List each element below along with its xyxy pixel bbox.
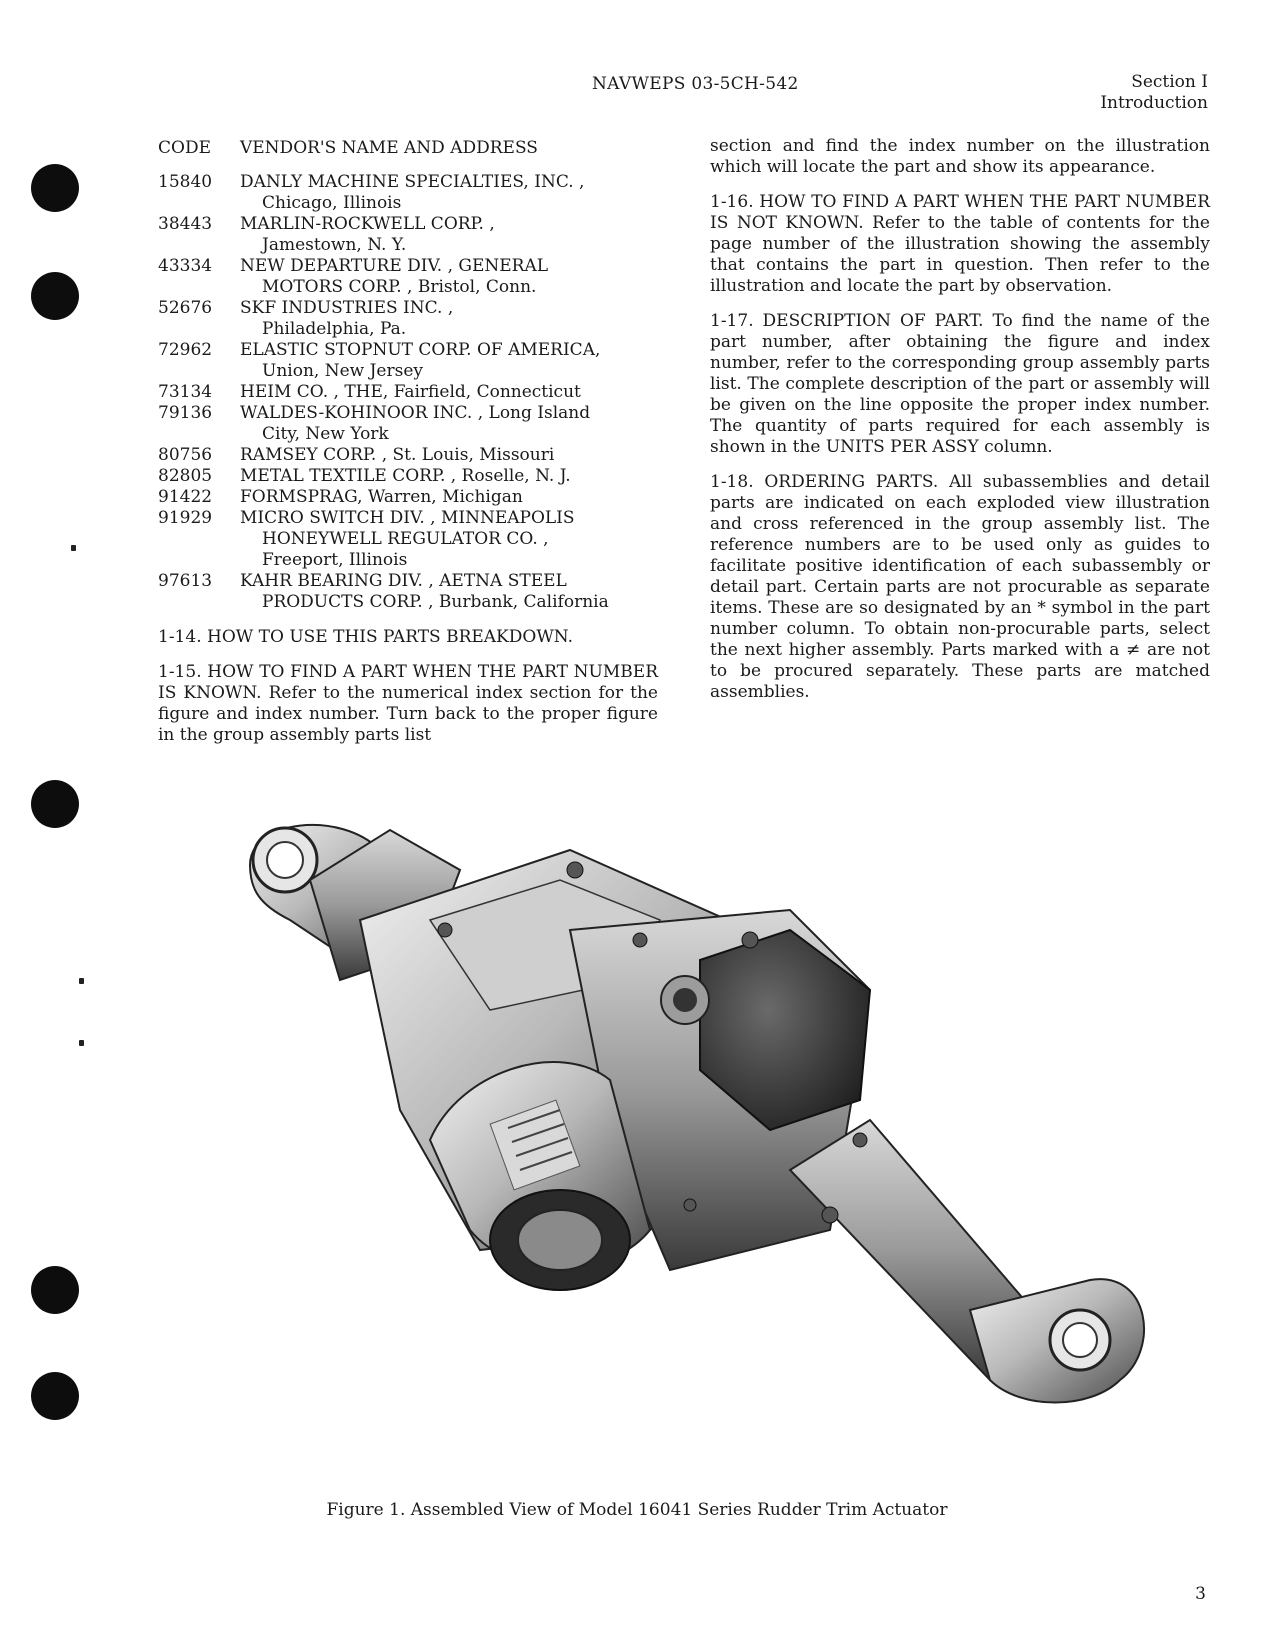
vendor-name: FORMSPRAG, Warren, Michigan [240, 487, 523, 507]
punch-hole-4 [31, 1266, 79, 1314]
vendor-code: 38443 [158, 214, 213, 234]
paragraph-1-15: 1-15. HOW TO FIND A PART WHEN THE PART NUMBER IS KNOWN. Refer to the numerical index section for the figure and index number. Turn back to the proper figure in the group assembly parts list [158, 662, 658, 745]
vendor-name: MARLIN-ROCKWELL CORP. , [240, 214, 495, 234]
vendor-address: PRODUCTS CORP. , Burbank, California [262, 592, 609, 612]
vendor-name: ELASTIC STOPNUT CORP. OF AMERICA, [240, 340, 601, 360]
vendor-address: MOTORS CORP. , Bristol, Conn. [262, 277, 537, 297]
vendor-code: 91422 [158, 487, 213, 507]
vendor-row [158, 298, 658, 340]
vendor-name: DANLY MACHINE SPECIALTIES, INC. , [240, 172, 585, 192]
vendor-row [158, 382, 658, 403]
vendor-row [158, 256, 658, 298]
vendor-address: HONEYWELL REGULATOR CO. , [262, 529, 549, 549]
vendor-column-header: VENDOR'S NAME AND ADDRESS [240, 138, 538, 158]
figure-caption: Figure 1. Assembled View of Model 16041 Series Rudder Trim Actuator [326, 1500, 948, 1520]
paragraph-1-15-continued: section and find the index number on the illustration which will locate the part and show its appearance. [710, 136, 1210, 177]
vendor-code: 91929 [158, 508, 213, 528]
section-header [1100, 72, 1208, 114]
vendor-name: SKF INDUSTRIES INC. , [240, 298, 454, 318]
code-column-header: CODE [158, 138, 211, 158]
vendor-address: Chicago, Illinois [262, 193, 402, 213]
vendor-row [158, 172, 658, 214]
section-label: Section I [1131, 72, 1208, 92]
vendor-name: HEIM CO. , THE, Fairfield, Connecticut [240, 382, 581, 402]
vendor-name: NEW DEPARTURE DIV. , GENERAL [240, 256, 549, 276]
vendor-row [158, 571, 658, 613]
punch-hole-2 [31, 272, 79, 320]
vendor-name: METAL TEXTILE CORP. , Roselle, N. J. [240, 466, 571, 486]
left-column [158, 138, 658, 760]
right-column [710, 136, 1210, 717]
vendor-table-header [158, 138, 658, 158]
vendor-row [158, 340, 658, 382]
punch-hole-1 [31, 164, 79, 212]
vendor-name: KAHR BEARING DIV. , AETNA STEEL [240, 571, 567, 591]
vendor-address: Union, New Jersey [262, 361, 423, 381]
vendor-address: Freeport, Illinois [262, 550, 408, 570]
vendor-code: 15840 [158, 172, 213, 192]
margin-speck [79, 978, 84, 984]
margin-speck [71, 545, 76, 551]
actuator-illustration [230, 810, 1170, 1450]
document-number: NAVWEPS 03-5CH-542 [592, 74, 799, 94]
vendor-row [158, 508, 658, 571]
vendor-code: 82805 [158, 466, 213, 486]
vendor-row [158, 466, 658, 487]
punch-hole-3 [31, 780, 79, 828]
section-title: Introduction [1100, 93, 1208, 113]
paragraph-1-14: 1-14. HOW TO USE THIS PARTS BREAKDOWN. [158, 627, 573, 647]
vendor-code: 97613 [158, 571, 213, 591]
vendor-row [158, 445, 658, 466]
vendor-address: City, New York [262, 424, 389, 444]
vendor-code: 52676 [158, 298, 213, 318]
punch-hole-5 [31, 1372, 79, 1420]
vendor-name: RAMSEY CORP. , St. Louis, Missouri [240, 445, 555, 465]
paragraph-1-17: 1-17. DESCRIPTION OF PART. To find the name of the part number, after obtaining the figure and index number, refer to the corresponding group assembly parts list. The complete description of the part or assembly will be given on the line opposite the proper index number. The quantity of parts required for each assembly is shown in the UNITS PER ASSY column. [710, 311, 1210, 457]
margin-speck [79, 1040, 84, 1046]
vendor-code: 79136 [158, 403, 213, 423]
vendor-name: MICRO SWITCH DIV. , MINNEAPOLIS [240, 508, 575, 528]
page-number: 3 [1195, 1584, 1206, 1604]
vendor-code: 72962 [158, 340, 213, 360]
vendor-row [158, 214, 658, 256]
vendor-code: 43334 [158, 256, 213, 276]
vendor-address: Philadelphia, Pa. [262, 319, 407, 339]
vendor-name: WALDES-KOHINOOR INC. , Long Island [240, 403, 591, 423]
paragraph-1-16: 1-16. HOW TO FIND A PART WHEN THE PART NUMBER IS NOT KNOWN. Refer to the table of contents for the page number of the illustration showing the assembly that contains the part in question. Then refer to the illustration and locate the part by observation. [710, 192, 1210, 296]
vendor-code: 80756 [158, 445, 213, 465]
vendor-address: Jamestown, N. Y. [262, 235, 407, 255]
vendor-code: 73134 [158, 382, 213, 402]
vendor-row [158, 487, 658, 508]
paragraph-1-18: 1-18. ORDERING PARTS. All subassemblies and detail parts are indicated on each exploded view illustration and cross referenced in the group assembly list. The reference numbers are to be used only as guides to facilitate positive identification of each subassembly or detail part. Certain parts are not procurable as separate items. These are so designated by an * symbol in the part number column. To obtain non-procurable parts, select the next higher assembly. Parts marked with a ≠ are not to be procured separately. These parts are matched assemblies. [710, 472, 1210, 702]
vendor-row [158, 403, 658, 445]
